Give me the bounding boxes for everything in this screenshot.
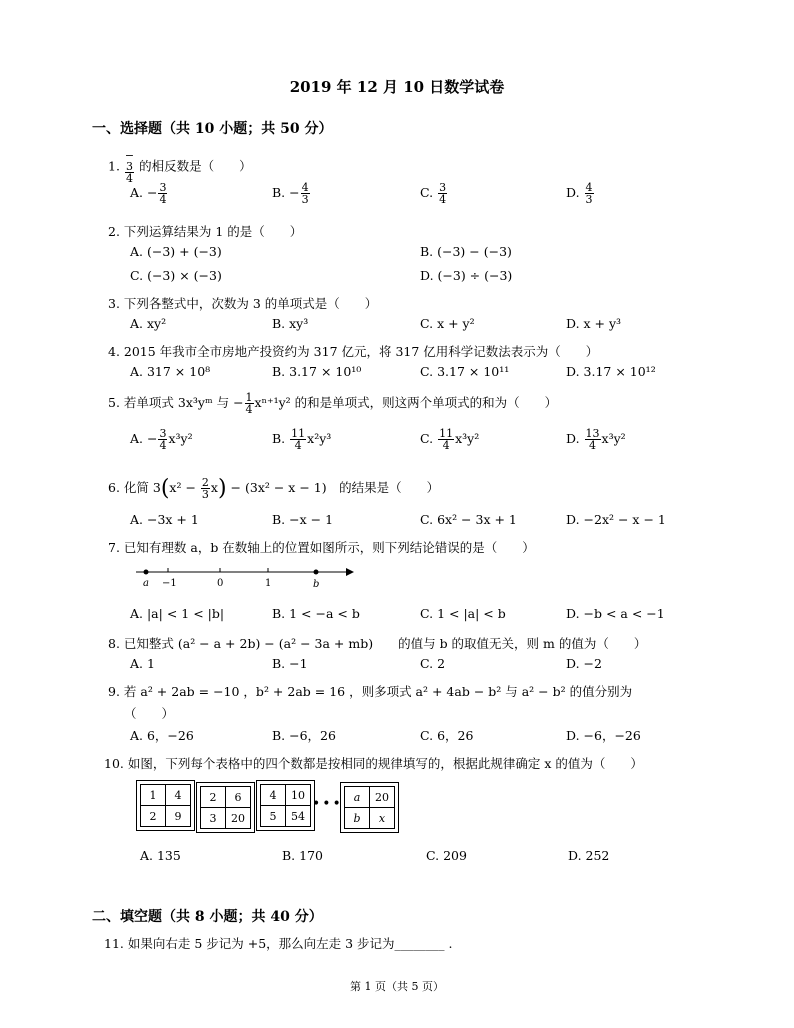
section-heading-choice: 一、选择题（共 10 小题；共 50 分） <box>92 121 333 137</box>
q5-option-a[interactable]: A. − $\frac{3}{4}$ x³y² <box>130 427 193 452</box>
axis-label-b: b <box>313 579 320 590</box>
q2-option-c[interactable]: C. (−3) × (−3) <box>130 268 222 283</box>
q6-option-a[interactable]: A. −3x + 1 <box>130 512 199 527</box>
axis-label-a: a <box>143 578 149 589</box>
question-5: 5. 若单项式 3x³yᵐ 与 − $\frac{1}{4}$ xⁿ⁺¹y² 的和是单项式，则这两个单项式的和为（ ） <box>108 391 558 416</box>
q10-option-a[interactable]: A. 135 <box>140 848 181 863</box>
rule-table-1: 1 4 2 9 <box>136 780 195 831</box>
question-3: 3. 下列各整式中，次数为 3 的单项式是（ ） <box>108 296 378 311</box>
q4-option-a[interactable]: A. 317 × 10⁸ <box>130 364 211 379</box>
question-9: 9. 若 a² + 2ab = −10 ，b² + 2ab = 16 ，则多项式 a² + 4ab − b² 与 a² − b² 的值分别为 <box>108 684 633 699</box>
q5-option-b[interactable]: B. $\frac{11}{4}$ x²y³ <box>272 427 332 452</box>
q5-option-c[interactable]: C. $\frac{11}{4}$ x³y² <box>420 427 480 452</box>
question-11: 11. 如果向右走 5 步记为 +5，那么向左走 3 步记为________ . <box>104 936 453 951</box>
q1-option-c[interactable]: C. $\frac{3}{4}$ <box>420 181 447 206</box>
q9-option-c[interactable]: C. 6，26 <box>420 728 474 743</box>
page-title: 2019 年 12 月 10 日数学试卷 <box>289 78 505 96</box>
question-6: 6. 化简 3(x² − $\frac{2}{3}$ x) − (3x² − x − 1) 的结果是（ ） <box>108 476 440 501</box>
q6-option-b[interactable]: B. −x − 1 <box>272 512 334 527</box>
point-a <box>144 570 149 575</box>
q7-option-b[interactable]: B. 1 < −a < b <box>272 606 360 621</box>
axis-label-neg1: −1 <box>162 578 177 589</box>
number-line-figure <box>136 566 356 592</box>
q3-option-d[interactable]: D. x + y³ <box>566 316 622 331</box>
q2-option-b[interactable]: B. (−3) − (−3) <box>420 244 512 259</box>
q9-option-b[interactable]: B. −6，26 <box>272 728 336 743</box>
axis-label-1: 1 <box>265 578 272 589</box>
q4-option-d[interactable]: D. 3.17 × 10¹² <box>566 364 656 379</box>
q9-option-a[interactable]: A. 6，−26 <box>130 728 194 743</box>
q3-option-b[interactable]: B. xy³ <box>272 316 309 331</box>
question-9-cont: （ ） <box>124 706 175 721</box>
page-footer: 第 1 页（共 5 页） <box>350 980 444 993</box>
q10-option-c[interactable]: C. 209 <box>426 848 467 863</box>
q5-option-d[interactable]: D. $\frac{13}{4}$ x³y² <box>566 427 626 452</box>
q2-option-d[interactable]: D. (−3) ÷ (−3) <box>420 268 513 283</box>
q1-option-b[interactable]: B. − $\frac{4}{3}$ <box>272 181 309 206</box>
neg-fraction: − 3 4 <box>124 149 135 185</box>
q7-option-a[interactable]: A. |a| < 1 < |b| <box>130 606 225 621</box>
q7-option-c[interactable]: C. 1 < |a| < b <box>420 606 506 621</box>
q6-option-d[interactable]: D. −2x² − x − 1 <box>566 512 666 527</box>
q8-option-a[interactable]: A. 1 <box>130 656 155 671</box>
question-7: 7. 已知有理数 a，b 在数轴上的位置如图所示，则下列结论错误的是（ ） <box>108 540 535 555</box>
q2-option-a[interactable]: A. (−3) + (−3) <box>130 244 222 259</box>
ellipsis-dots: ••• <box>312 796 343 812</box>
q1-option-a[interactable]: A. − $\frac{3}{4}$ <box>130 181 167 206</box>
q8-option-d[interactable]: D. −2 <box>566 656 602 671</box>
question-10: 10. 如图，下列每个表格中的四个数都是按相同的规律填写的，根据此规律确定 x 的值为（ ） <box>104 756 643 771</box>
axis-label-0: 0 <box>217 578 224 589</box>
q6-option-c[interactable]: C. 6x² − 3x + 1 <box>420 512 517 527</box>
q3-option-a[interactable]: A. xy² <box>130 316 167 331</box>
q10-option-d[interactable]: D. 252 <box>568 848 610 863</box>
rule-table-4: a 20 b x <box>340 782 399 833</box>
q7-option-d[interactable]: D. −b < a < −1 <box>566 606 665 621</box>
question-1: 1. − 3 4 的相反数是（ ） <box>108 149 252 185</box>
q8-option-c[interactable]: C. 2 <box>420 656 446 671</box>
q9-option-d[interactable]: D. −6，−26 <box>566 728 641 743</box>
point-b <box>314 570 319 575</box>
rule-table-2: 2 6 3 20 <box>196 782 255 833</box>
question-4: 4. 2015 年我市全市房地产投资约为 317 亿元，将 317 亿用科学记数法表示为（ ） <box>108 344 599 359</box>
section-heading-fill: 二、填空题（共 8 小题；共 40 分） <box>92 909 323 925</box>
rule-table-3: 4 10 5 54 <box>256 780 315 831</box>
question-8: 8. 已知整式 (a² − a + 2b) − (a² − 3a + mb) 的值与 b 的取值无关，则 m 的值为（ ） <box>108 636 647 651</box>
q3-option-c[interactable]: C. x + y² <box>420 316 475 331</box>
q10-option-b[interactable]: B. 170 <box>282 848 323 863</box>
q8-option-b[interactable]: B. −1 <box>272 656 308 671</box>
q1-option-d[interactable]: D. $\frac{4}{3}$ <box>566 181 593 206</box>
question-2: 2. 下列运算结果为 1 的是（ ） <box>108 224 303 239</box>
q4-option-b[interactable]: B. 3.17 × 10¹⁰ <box>272 364 362 379</box>
q4-option-c[interactable]: C. 3.17 × 10¹¹ <box>420 364 510 379</box>
